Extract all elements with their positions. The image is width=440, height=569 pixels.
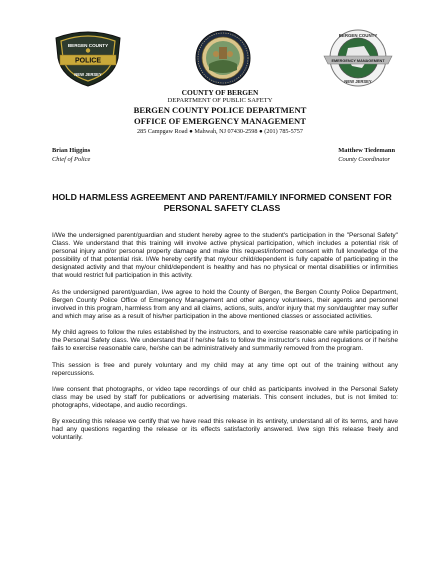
badge-middle-text: POLICE bbox=[74, 57, 102, 65]
oem-top-text: BERGEN COUNTY bbox=[338, 33, 378, 38]
county-name: COUNTY OF BERGEN bbox=[181, 88, 259, 97]
paragraph-participation: I/We the undersigned parent/guardian and student hereby agree to the student's participation in the "Personal Safety" Class. We understand that this training will involve active physical participation, which includes a potential risk of personal injury and/or personal property damage and make this request/informed consent with full knowledge of the possibility of that potential risk. I/We hereby certify that my/our child/dependent is fully capable of participating in the designated activity and that my/our child/dependent is healthy and has no physical or mental disabilities or infirmities that would restrict full participation in this activity. bbox=[52, 232, 398, 280]
oem-bottom-text: NEW JERSEY bbox=[344, 79, 372, 84]
document-body bbox=[52, 232, 398, 451]
address-line: 285 Campgaw Road ● Mahwah, NJ 07430-2598 ● (201) 785-5757 bbox=[137, 128, 303, 135]
police-badge-icon bbox=[48, 28, 128, 88]
signatory-right bbox=[338, 146, 395, 164]
county-seal-icon bbox=[195, 30, 251, 86]
chief-title: Chief of Police bbox=[52, 156, 91, 163]
paragraph-hold-harmless: As the undersigned parent/guardian, I/we agree to hold the County of Bergen, the Bergen County Police Department, Bergen County Police Office of Emergency Management and other agency volunteers, their agents and personnel involved in this program, harmless from any and all claims, actions, suits, and/or injury that my son/daughter may suffer and which may arise as a result of his/her participation in the above mentioned classes or associated activities. bbox=[52, 288, 398, 320]
document-title: HOLD HARMLESS AGREEMENT AND PARENT/FAMILY INFORMED CONSENT FOR PERSONAL SAFETY CLASS bbox=[52, 192, 392, 213]
coordinator-title: County Coordinator bbox=[338, 156, 391, 163]
letterhead bbox=[0, 86, 440, 135]
coordinator-name: Matthew Tiedemann bbox=[338, 147, 395, 154]
oem-band-text: EMERGENCY MANAGEMENT bbox=[331, 59, 385, 63]
office-name: OFFICE OF EMERGENCY MANAGEMENT bbox=[134, 116, 306, 126]
oem-shield-icon bbox=[318, 28, 398, 88]
paragraph-rules: My child agrees to follow the rules established by the instructors, and to exercise reasonable care while participating in the Personal Safety class. We understand that if he/she fails to follow the instructor's rules and regulations or if he/she fails to exercise reasonable care, he/she can be administratively and summarily removed from the program. bbox=[52, 329, 398, 353]
badge-bottom-text: NEW JERSEY bbox=[74, 72, 102, 77]
paragraph-media-consent: I/we consent that photographs, or video tape recordings of our child as participants involved in the Personal Safety class may be used by staff for publications or advertising materials. This consent includes, but is not limited to: photographs, videotape, and audio recordings. bbox=[52, 385, 398, 409]
badge-top-text: BERGEN COUNTY bbox=[67, 43, 109, 48]
paragraph-voluntary: This session is free and purely voluntary and my child may at any time opt out of the training without any repercussions. bbox=[52, 361, 398, 377]
signatory-left bbox=[52, 146, 90, 164]
police-department-name: BERGEN COUNTY POLICE DEPARTMENT bbox=[133, 105, 307, 115]
department-name: DEPARTMENT OF PUBLIC SAFETY bbox=[167, 97, 273, 104]
paragraph-release: By executing this release we certify that we have read this release in its entirety, understand all of its terms, and have had any questions regarding the release or its effects satisfactorily answered. I/we sign this release freely and voluntarily. bbox=[52, 418, 398, 442]
chief-name: Brian Higgins bbox=[52, 147, 91, 154]
